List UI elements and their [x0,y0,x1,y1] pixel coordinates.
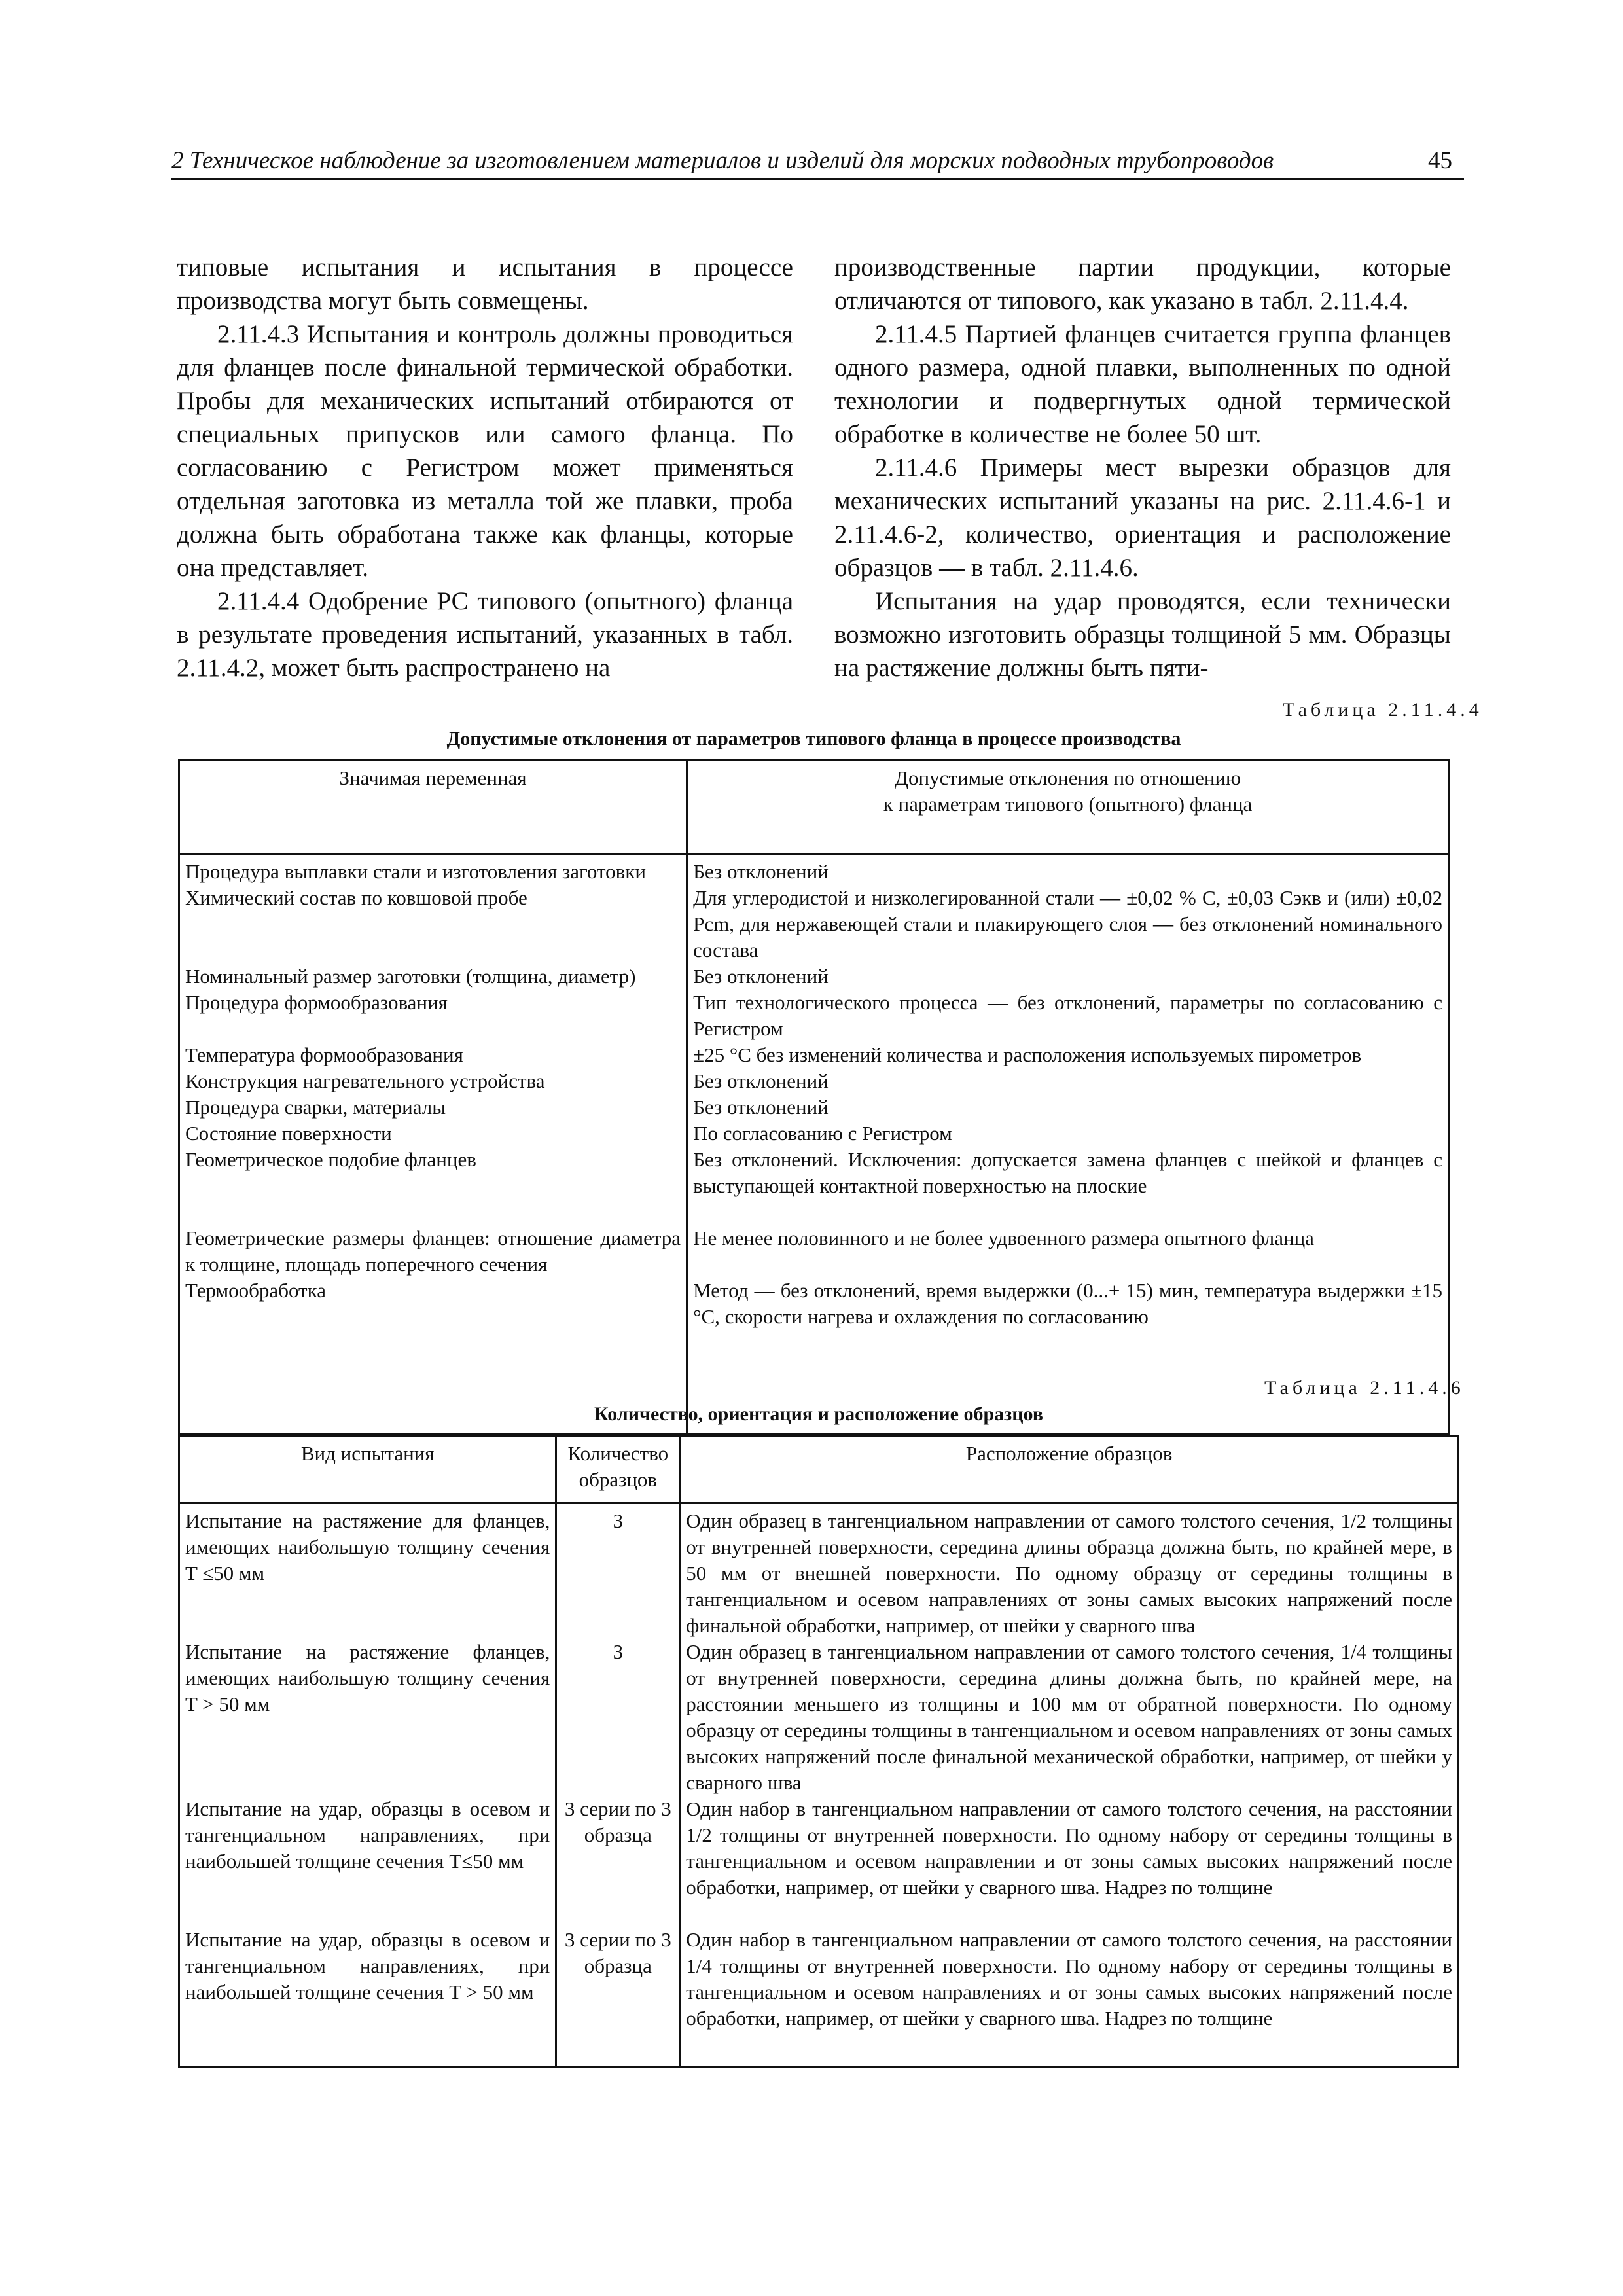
test-text: Испытание на растяжение фланцев, имеющих наибольшую толщину сечения T > 50 мм [185,1640,550,1715]
deviation-text: Без отклонений. Исключения: допускается замена фланцев с шейкой и фланцев с выступающей контактной поверхностью на плоские [693,1148,1442,1197]
variable-text: Процедура формообразования [185,991,448,1014]
column-header-text: Вид испытания [300,1442,435,1465]
locations-cell [680,1503,1459,2067]
deviation-text: Без отклонений [693,860,829,883]
page-number: 45 [1428,147,1452,174]
deviation-text: Без отклонений [693,965,829,988]
column-header-text: Значимая переменная [339,766,527,789]
paragraph: Испытания на удар проводятся, если технически возможно изготовить образцы толщиной 5 мм. Образцы на растяжение должны быть пяти- [834,587,1451,682]
running-header [171,145,1464,180]
column-header-text: Расположение образцов [965,1442,1173,1465]
location-text: Один образец в тангенциальном направлении от самого толстого сечения, 1/4 толщины от внутренней поверхности, середина длины должна быть, по крайней мере, на расстоянии меньшего из толщины и 100 мм от обратной поверхности. По одному образцу от середины толщины в тангенциальном и осевом направлениях от зоны самых высоких напряжений после финальной механической обработки, например, от шейки у сварного шва [686,1640,1452,1794]
deviation-text: По согласованию с Регистром [693,1122,952,1145]
paragraph: 2.11.4.4 Одобрение РС типового (опытного) фланца в результате проведения испытаний, указанных в табл. 2.11.4.2, может быть распространено на [177,587,793,682]
count-text: 3 серии по 3 образца [564,1797,671,1846]
specimens-table [178,1435,1459,2068]
variable-text: Номинальный размер заготовки (толщина, диаметр) [185,965,636,988]
paragraph: 2.11.4.6 Примеры мест вырезки образцов для механических испытаний указаны на рис. 2.11.4.6-1 и 2.11.4.6-2, количество, ориентация и расположение образцов — в табл. 2.11.4.6. [834,454,1451,582]
table-caption: Количество, ориентация и расположение образцов [594,1403,1043,1425]
variable-text: Процедура выплавки стали и изготовления заготовки [185,860,646,883]
column-header-text: Количество образцов [567,1442,669,1491]
variable-text: Геометрическое подобие фланцев [185,1148,476,1171]
paragraph: 2.11.4.5 Партией фланцев считается группа фланцев одного размера, одной плавки, выполненных по одной технологии и подвергнутых одной термической обработке в количестве не более 50 шт. [834,320,1451,448]
column-header [680,1436,1459,1503]
table-body-row [179,854,1449,1435]
counts-cell [556,1503,680,2067]
variable-text: Процедура сварки, материалы [185,1096,446,1119]
deviation-text: Тип технологического процесса — без отклонений, параметры по согласованию с Регистром [693,991,1442,1040]
table-header-row [179,1436,1459,1503]
variable-text: Конструкция нагревательного устройства [185,1069,545,1092]
paragraph: типовые испытания и испытания в процессе производства могут быть совмещены. [177,253,793,315]
column-header-text: Допустимые отклонения по отношению [894,766,1241,789]
column-header [179,761,687,854]
table-caption: Допустимые отклонения от параметров типового фланца в процессе производства [446,728,1181,749]
header-title: 2 Техническое наблюдение за изготовлением материалов и изделий для морских подводных трубопроводов [171,147,1274,174]
variable-text: Состояние поверхности [185,1122,392,1145]
deviation-text: Для углеродистой и низколегированной стали — ±0,02 % C, ±0,03 Cэкв и (или) ±0,02 Pcm, для нержавеющей стали и плакирующего слоя — без отклонений номинального состава [693,886,1442,961]
table-body-row [179,1503,1459,2067]
paragraph: 2.11.4.3 Испытания и контроль должны проводиться для фланцев после финальной термической обработки. Пробы для механических испытаний отбираются от специальных припусков или самого фланца. По согласованию с Регистром может применяться отдельная заготовка из металла той же плавки, проба должна быть обработана также как фланцы, которые она представляет. [177,320,793,582]
variables-cell [179,854,687,1435]
deviations-cell [687,854,1449,1435]
right-text-column [834,251,1451,685]
count-text: 3 серии по 3 образца [564,1928,671,1977]
table-header-row [179,761,1449,854]
variable-text: Термообработка [185,1279,326,1302]
location-text: Один набор в тангенциальном направлении от самого толстого сечения, на расстоянии 1/4 толщины от внутренней поверхности. По одному набору от середины толщины в тангенциальном и осевом направлениях и от зоны самых высоких напряжений после обработки, например, от шейки у сварного шва. Надрез по толщине [686,1928,1452,2030]
deviation-text: ±25 °C без изменений количества и расположения используемых пирометров [693,1043,1362,1066]
column-header [556,1436,680,1503]
table-label: Таблица 2.11.4.4 [1283,699,1483,721]
test-text: Испытание на удар, образцы в осевом и тангенциальном направлениях, при наибольшей толщине сечения T > 50 мм [185,1928,550,2003]
deviation-text: Не менее половинного и не более удвоенного размера опытного фланца [693,1227,1314,1249]
count-text: 3 [613,1640,624,1663]
count-text: 3 [613,1509,624,1532]
column-header-text: к параметрам типового (опытного) фланца [883,793,1253,816]
deviation-text: Метод — без отклонений, время выдержки (0...+ 15) мин, температура выдержки ±15 °C, скорости нагрева и охлаждения по согласованию [693,1279,1442,1328]
column-header [687,761,1449,854]
variable-text: Геометрические размеры фланцев: отношение диаметра к толщине, площадь поперечного сечения [185,1227,681,1276]
tests-cell [179,1503,556,2067]
deviations-table [178,759,1450,1435]
paragraph: производственные партии продукции, которые отличаются от типового, как указано в табл. 2.11.4.4. [834,253,1451,315]
deviation-text: Без отклонений [693,1069,829,1092]
column-header [179,1436,556,1503]
left-text-column [177,251,793,685]
deviation-text: Без отклонений [693,1096,829,1119]
variable-text: Химический состав по ковшовой пробе [185,886,527,909]
table-label: Таблица 2.11.4.6 [1264,1377,1465,1399]
location-text: Один образец в тангенциальном направлении от самого толстого сечения, 1/2 толщины от внутренней поверхности, середина длины образца должна быть, по крайней мере, в 50 мм от внешней поверхности. По одному образцу от середины толщины в тангенциальном и осевом направлениях от зоны самых высоких напряжений после финальной обработки, например, от шейки у сварного шва [686,1509,1452,1637]
test-text: Испытание на растяжение для фланцев, имеющих наибольшую толщину сечения T ≤50 мм [185,1509,550,1585]
variable-text: Температура формообразования [185,1043,463,1066]
test-text: Испытание на удар, образцы в осевом и тангенциальном направлениях, при наибольшей толщине сечения T≤50 мм [185,1797,550,1873]
location-text: Один набор в тангенциальном направлении от самого толстого сечения, на расстоянии 1/2 толщины от внутренней поверхности. По одному набору от середины толщины в тангенциальном и осевом направлении и от зоны самых высоких напряжений после обработки, например, от шейки у сварного шва. Надрез по толщине [686,1797,1452,1899]
